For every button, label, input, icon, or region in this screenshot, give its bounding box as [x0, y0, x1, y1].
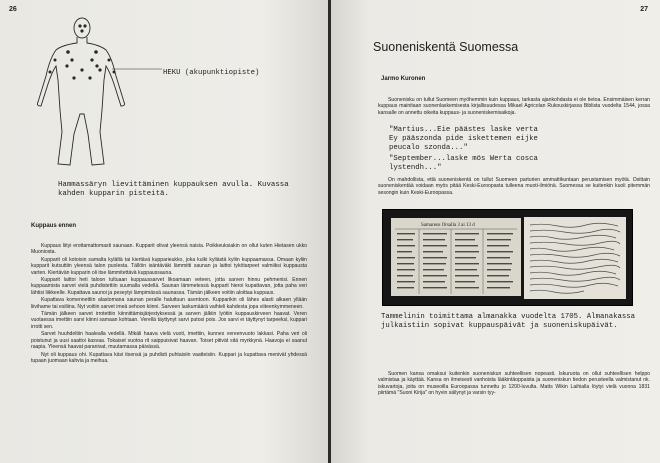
- verse-line: Ey pääszonda pide iskettemen eijke: [389, 135, 538, 143]
- paragraph: Kupattava komennettiin alastomana saunan peralle haluttuun asentoon. Kupparikin oli lähes alasti alkaen yllään liivihame tai esiliina. Nyt voitiin sarvet imeä sehoon kiinni. Sarveen laskumäärä vaihteli kahdesta jopa viiteenkymmeneen.: [31, 297, 307, 310]
- quoted-verse-2: [389, 155, 538, 173]
- photo-caption: Tammelinin toimittama almanakka vuodelta 1705. Almanakassa julkaistiin sopivat kuppauspäivät ja suoneniskupäivät.: [381, 313, 635, 330]
- article-title: Suoneniskentä Suomessa: [373, 40, 519, 54]
- body-paragraph: [378, 177, 650, 196]
- acupuncture-figure: [22, 14, 172, 174]
- closing-paragraph: [378, 371, 650, 397]
- almanac-header: Samarens Orsalla 3 ai 13 d: [421, 223, 475, 228]
- right-page: [331, 0, 660, 463]
- section-heading: Kuppaus ennen: [31, 223, 77, 229]
- article-author: Jarmo Kuronen: [381, 76, 426, 82]
- paragraph: Sarvet huuhdeltiin haalealla vedellä. Mikäli haava vielä vuoti, imettiin, kunnes vereenvuoto lakkasi. Paha veri oli poistunut ja uusi saattoi kasvaa. Tokaiset vuotoa rit saippuisivat haavan. Toiset pitivät sitä myrkkynä. Haavoja ei saanut raapia. Yleensä haavat paranivat, muutamassa päivässä.: [31, 331, 307, 351]
- paragraph: Kupparit laittoi heti taloon tultuaan kuppaussarvet likoamaan veteen, jotta sarven hinnu pehmenisi. Ennen kuppaamista sarvet vielä puhdistettiin suumalla vedellä. Saunan lämmetessä kupparit hieroi kupattavan, jotta paha veri lähtisi liikkeelle. Kupattava saunoi ja peseytyi lämpimässä saunassa. Tämän jälkeen voitiin aloittaa kuppaus.: [31, 277, 307, 296]
- verse-line: "Martius...Eie päästes laske verta: [389, 126, 538, 134]
- human-outline-drawing: [22, 14, 172, 174]
- page-number: 26: [9, 6, 17, 13]
- paragraph: Suonenisku on tullut Suomeen myöhemmin kuin kuppaus, tarkasta ajankohdasta ei ole tietoa. Ensimmäisen kerran kuppaus mainitaan suonenlaskemisesta kirjallisuudessa Mikael Agricolan Rukouskirjassa Biblista vuodelta 1544, jossa kansalle on annettu oikeita kuppaus- ja suoneniskemisaikoja.: [378, 97, 650, 116]
- left-page: [0, 0, 329, 463]
- quoted-verse-1: [389, 126, 538, 153]
- verse-line: "September...laske mös Werta cosca: [389, 155, 538, 163]
- figure-caption: Hammassäryn lievittäminen kuppauksen avulla. Kuvassa kahden kupparin pisteitä.: [58, 181, 289, 199]
- body-text: [31, 243, 307, 365]
- almanac-script-drawing: [524, 217, 626, 299]
- page-number: 27: [640, 6, 648, 13]
- almanac-left-page: [391, 218, 521, 296]
- paragraph: Kuppaus liityi erottamattomasti saunaan. Kupparit olivat yleensä naisia. Poikkeuksiakin on ollut kuten Hietasen ukko Muoniosta.: [31, 243, 307, 256]
- almanac-right-page: [524, 217, 626, 299]
- paragraph: On mahdollista, että suoneniskentä on tullut Suomeen parturien ammattikuntaan perustamisen myötä. Osittain suoneniskentää voidaan myös pitää Keski-Euroopasta tulleena muoti-ilmiönä. Suomessa se kuitenkin kuoli pitemmän sesongin kuin Keski-Euroopassa.: [378, 177, 650, 196]
- paragraph: Kupparit oli kotoisin samalta kylältä tai kiertävä kupparieukko, joka kulki kyliästä kyliin kuppaamassa. Omaan kyliin kupparit kutsuttiin yleensä talon puolesta. Tällöin isäntäväki lämmitti saunan ja laittoi tykötarpeet valmiiksi kuppausta varten. Kiertävän kupparin oli itse lämmitettävä kuppaussauna.: [31, 256, 307, 276]
- almanac-table-drawing: [391, 218, 521, 296]
- verse-line: peucalo szonda...": [389, 144, 468, 152]
- paragraph: Nyt oli kuppaus ohi. Kupattava kävi itsensä ja puhdisti puhtaisiin vaatteisiin. Kuppari ja kupattava menivät yhdessä tupaan juomaan kahvia ja meihua.: [31, 351, 307, 364]
- intro-paragraph: [378, 97, 650, 116]
- paragraph: Suomen kansa omaksui kuitenkin suoneniskun suhteellisen nopeasti. Iskuruota on ollut suhteellisen helppo valmistaa ja käyttää. Kansa on ilmeisesti vanhoista lääkintäoppaista ja suoneniskun tiedon perusteella valmistanut nk. iskuvartoja, joita on museoilla Euroopassa tunnettu jo 1200-luvulta. Matts Wikin Laihialla löytyi vielä vuonna 1831 piirtämä "Suoni Kirija" on hyvin säilynyt ja varsin tyy-: [378, 371, 650, 397]
- almanac-photo: [382, 209, 633, 306]
- verse-line: lystendh...": [389, 164, 442, 172]
- paragraph: Tämän jälkeen sarvet irrotettiin kiinnittämisjärjestyksessä ja sarven jälkiin lyötiin kuppauskirveen haavat. Veren vuotaessa imettiin sarvi kiinni samaan kohtaan. Verellä täyttynyt sarvi putosi pois. Jos sarvi ei täyttynyt tarpeeksi, kuppari irrotti sen.: [31, 311, 307, 330]
- figure-label: HEKU (akupunktiopiste): [163, 69, 260, 77]
